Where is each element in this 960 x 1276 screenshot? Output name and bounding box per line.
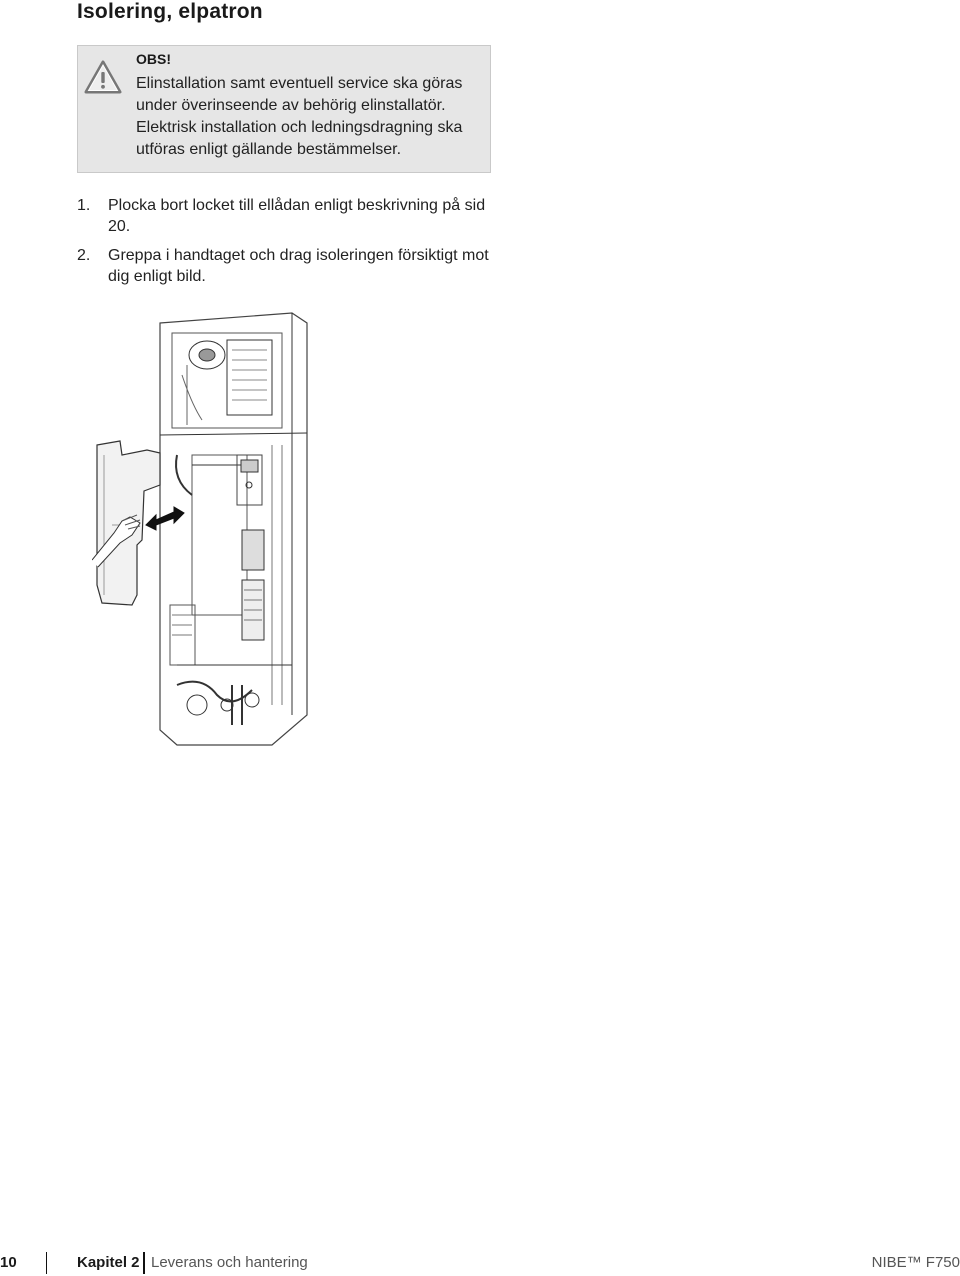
heat-pump-illustration [92, 305, 317, 750]
page-number: 10 [0, 1254, 17, 1271]
list-item [77, 195, 497, 237]
brand-label: NIBE™ F750 [871, 1254, 960, 1271]
note-box [77, 45, 491, 173]
page-footer [0, 1252, 960, 1276]
note-text: Elinstallation samt eventuell service ska göras under överinseende av behörig elinstallatör. Elektrisk installation och ledningsdragning ska utföras enligt gällande bestämmelser. [136, 75, 463, 158]
chapter-label: Kapitel 2 [77, 1254, 140, 1271]
step-list [77, 195, 497, 295]
note-label: OBS! [136, 51, 171, 67]
page-title: Isolering, elpatron [77, 0, 263, 23]
step-number: 2. [77, 247, 91, 264]
warning-triangle-icon [83, 59, 123, 95]
step-text: Greppa i handtaget och drag isoleringen försiktigt mot dig enligt bild. [108, 247, 489, 285]
step-number: 1. [77, 197, 91, 214]
step-text: Plocka bort locket till ellådan enligt beskrivning på sid 20. [108, 197, 486, 235]
separator-bar [143, 1252, 145, 1274]
list-item [77, 245, 497, 287]
section-label: Leverans och hantering [151, 1254, 308, 1271]
